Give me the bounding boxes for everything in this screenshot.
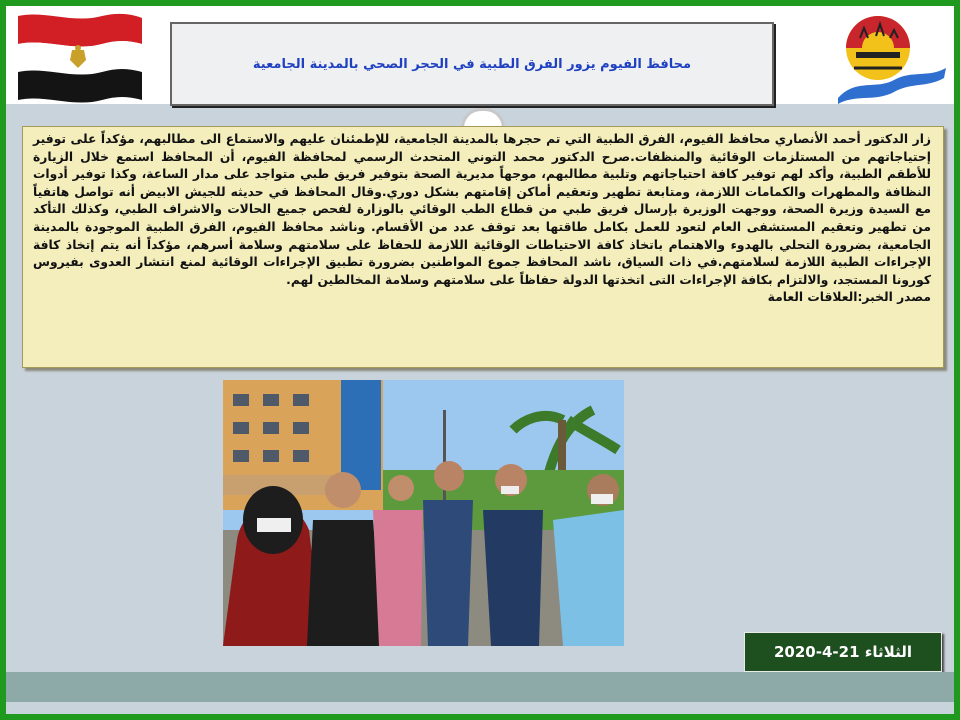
date-text: الثلاثاء 21-4-2020 <box>774 643 912 661</box>
news-source: مصدر الخبر:العلاقات العامة <box>767 290 931 305</box>
headline-box <box>170 22 774 106</box>
date-badge <box>744 632 942 672</box>
footer-strip <box>6 672 954 702</box>
governor-visit-photo <box>223 380 624 646</box>
fayoum-governorate-logo-icon <box>836 8 948 104</box>
article-box <box>22 126 944 368</box>
article-body: زار الدكتور أحمد الأنصاري محافظ الفيوم، الفرق الطبية التي تم حجرها بالمدينة الجامعية، للإطمئنان عليهم والاستماع الى مطالبهم، مؤكداً على توفير إحتياجاتهم من المستلزمات الوقائية والمنظفات.صرح الدكتور محمد التوني المتحدث الرسمي لمحافظة الفيوم، أن المحافظ استمع خلال الزيارة للأطقم الطبية، وأكد لهم توفير كافة احتياجاتهم وتلبية مطالبهم، موجهاً مديرية الصحة بتوفير فريق طبي متواجد على مدار الساعة، وكذا توفير أدوات النظافة والمطهرات والكمامات اللازمة، ومتابعة تطهير وتعقيم أماكن إقامتهم بشكل دوري.وقال المحافظ في حديثه للجيش الابيض أنه تواصل هاتفياً مع السيدة وزيرة الصحة، ووجهت الوزيرة بإرسال فريق طبي من قطاع الطب الوقائي بالوزارة لفحص جميع الحالات والاشراف الطبي، وكذلك التأكد من تطهير وتعقيم المستشفى العام لتعود للعمل بكامل طاقتها بعد توقف عدد من الأقسام. وناشد محافظ الفيوم، الفرق الطبية الموجودة بالمدينة الجامعية، بضرورة التحلي بالهدوء والاهتمام باتخاذ كافة الاحتياطات الوقائية اللازمة للحفاظ على سلامتهم وسلامة أسرهم، مؤكداً أنه يتم إتخاذ كافة الإجراءات الطبية اللازمة لسلامتهم.في ذات السياق، ناشد المحافظ جموع المواطنين بضرورة تطبيق الإجراءات الوقائية لمنع انتشار العدوى بفيروس كورونا المستجد، والالتزام بكافة الإجراءات التى اتخذتها الدولة حفاظاً على سلامتهم وسلامة المخالطين لهم. <box>33 132 931 287</box>
egypt-flag-icon <box>14 10 146 104</box>
headline-text: محافظ الفيوم يزور الفرق الطبية في الحجر الصحي بالمدينة الجامعية <box>252 56 692 72</box>
article-text <box>33 131 931 307</box>
